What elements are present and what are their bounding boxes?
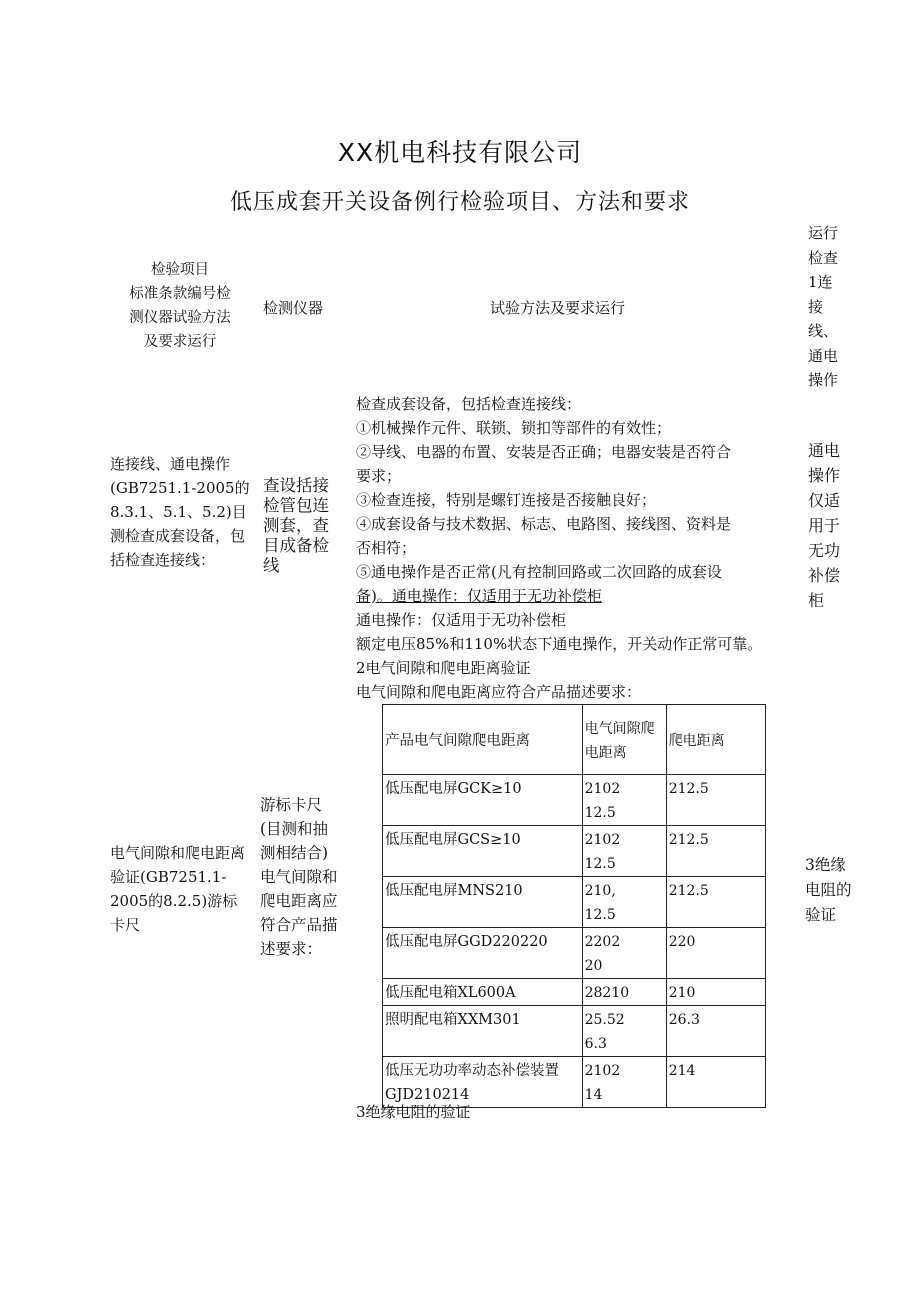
table-row (383, 979, 766, 1006)
row1-method (356, 392, 786, 704)
method-line: ②导线、电器的布置、安装是否正确；电器安装是否符合 (356, 443, 732, 461)
row1-instrument: 查设括接检管包连测套，查目成备检线 (263, 476, 329, 575)
table-row (383, 877, 766, 928)
table-cell: 212.5 (666, 775, 765, 826)
side-note-power-operation: 通电操作仅适用于无功补偿柜 (808, 441, 841, 610)
header-inspection-item: 检验项目 标准条款编号检 测仪器试验方法 及要求运行 (129, 262, 231, 350)
table-cell: 低压配电屏GGD220220 (383, 928, 583, 979)
table-cell: 低压配电屏GCS≥10 (383, 826, 583, 877)
table-cell: 212.5 (666, 877, 765, 928)
table-cell: 212.5 (666, 826, 765, 877)
row1-inspection-item: 连接线、通电操作(GB7251.1-2005的8.3.1、5.1、5.2)目测检查成套设备，包括检查连接线： (110, 455, 250, 569)
side-note-insulation: 3绝缘电阻的验证 (805, 856, 852, 924)
side-note-run-check: 运行检查1连接线、通电操作 (808, 224, 839, 389)
row2-inspection-item: 电气间隙和爬电距离验证(GB7251.1-2005的8.2.5)游标卡尺 (110, 844, 246, 934)
table-cell: 2102 14 (582, 1057, 666, 1108)
table-row (383, 775, 766, 826)
method-line: 要求； (356, 467, 402, 485)
method-line: ①机械操作元件、联锁、锁扣等部件的有效性； (356, 419, 672, 437)
table-cell: 210 (666, 979, 765, 1006)
table-header-row (383, 705, 766, 775)
method-line: 额定电压85%和110%状态下通电操作，开关动作正常可靠。 (356, 635, 763, 653)
table-cell: 28210 (582, 979, 666, 1006)
header-instrument: 检测仪器 (263, 299, 324, 317)
table-cell: 2202 20 (582, 928, 666, 979)
method-line: 通电操作：仅适用于无功补偿柜 (356, 611, 567, 629)
method-line-underlined: 备)。通电操作：仅适用于无功补偿柜 (356, 587, 602, 605)
table-cell: 2102 12.5 (582, 826, 666, 877)
table-cell: 26.3 (666, 1006, 765, 1057)
table-cell: 25.52 6.3 (582, 1006, 666, 1057)
method-line: 否相符； (356, 539, 417, 557)
table-cell: 2102 12.5 (582, 775, 666, 826)
method-line: ④成套设备与技术数据、标志、电路图、接线图、资料是 (356, 515, 732, 533)
table-header-cell: 电气间隙爬电距离 (582, 705, 666, 775)
table-cell: 低压无功功率动态补偿装置GJD210214 (383, 1057, 583, 1108)
method-line: ③检查连接，特别是螺钉连接是否接触良好； (356, 491, 657, 509)
document-title: 低压成套开关设备例行检验项目、方法和要求 (229, 190, 690, 215)
method-line: ⑤通电操作是否正常(凡有控制回路或二次回路的成套设 (356, 563, 722, 581)
method-line: 2电气间隙和爬电距离验证 (356, 659, 531, 677)
method-line: 电气间隙和爬电距离应符合产品描述要求： (356, 683, 642, 701)
table-header-cell: 爬电距离 (666, 705, 765, 775)
table-cell: 低压配电箱XL600A (383, 979, 583, 1006)
method-line: 检查成套设备，包括检查连接线： (356, 395, 582, 413)
table-row (383, 1006, 766, 1057)
company-name: XX机电科技有限公司 (337, 138, 583, 167)
header-test-method: 试验方法及要求运行 (490, 299, 626, 317)
table-cell: 210, 12.5 (582, 877, 666, 928)
table-header-cell: 产品电气间隙爬电距离 (383, 705, 583, 775)
row2-instrument: 游标卡尺(目测和抽测相结合)电气间隙和爬电距离应符合产品描述要求： (260, 796, 338, 958)
table-cell: 照明配电箱XXM301 (383, 1006, 583, 1057)
insulation-resistance-heading: 3绝缘电阻的验证 (356, 1103, 471, 1121)
table-row (383, 826, 766, 877)
clearance-spec-table (382, 704, 766, 1108)
table-row (383, 928, 766, 979)
table-cell: 低压配电屏GCK≥10 (383, 775, 583, 826)
table-cell: 低压配电屏MNS210 (383, 877, 583, 928)
table-cell: 214 (666, 1057, 765, 1108)
table-cell: 220 (666, 928, 765, 979)
